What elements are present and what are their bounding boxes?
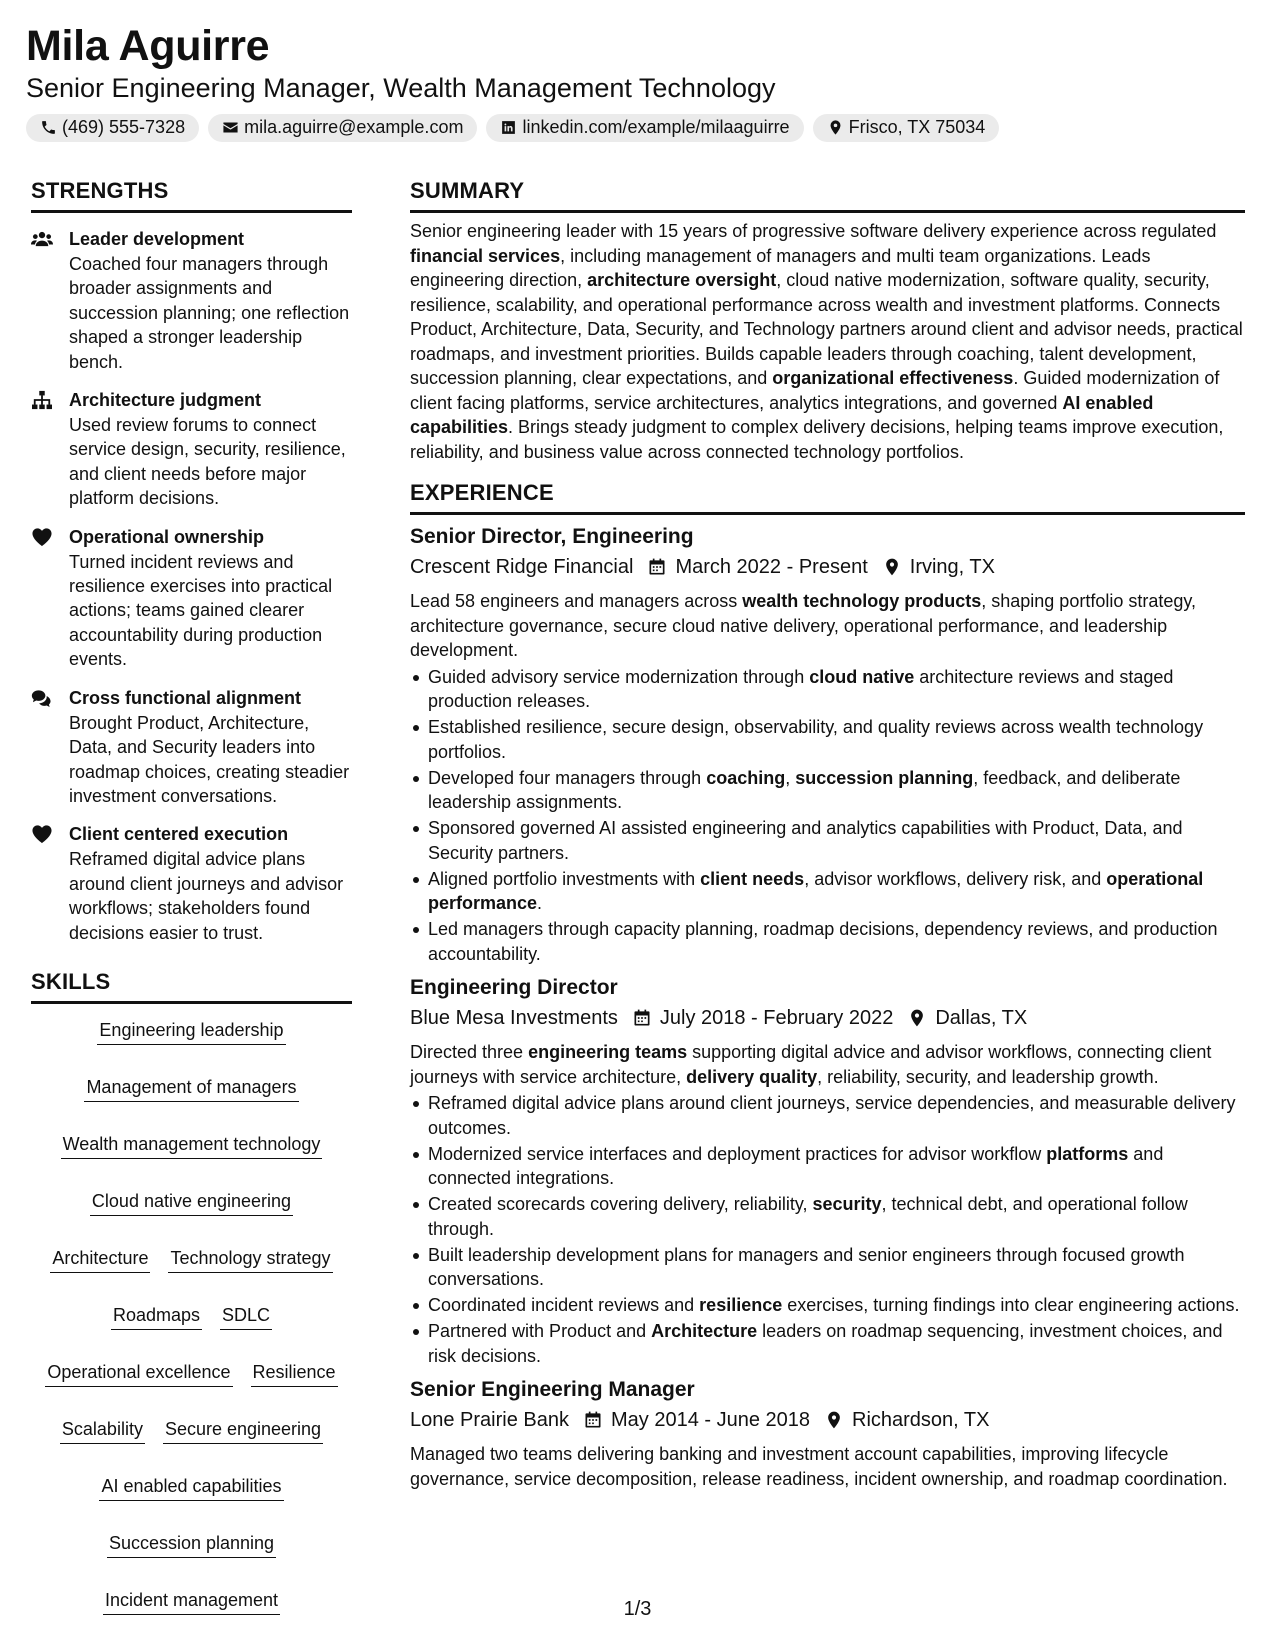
location-text: Frisco, TX 75034 — [848, 117, 986, 138]
skills-list — [31, 1018, 352, 1630]
calendar-icon-wrap — [583, 1410, 603, 1430]
text-run: Lead 58 engineers and managers across — [410, 591, 743, 611]
emphasis-text: operational performance — [428, 868, 1204, 913]
emphasis-text: cloud native — [809, 666, 915, 687]
job-bullets — [410, 1091, 1245, 1368]
text-run: Guided advisory service modernization through — [428, 666, 810, 687]
skill-tag: Cloud native engineering — [90, 1189, 293, 1216]
text-run: . Brings steady judgment to complex delivery decisions, helping teams improve execution, reliability, and business value across connected technology portfolios. — [410, 417, 1224, 462]
summary-heading: SUMMARY — [410, 178, 1245, 213]
emphasis-text: client needs — [700, 868, 805, 889]
bullet-item — [410, 917, 1245, 966]
text-run: Modernized service interfaces and deployment practices for advisor workflow — [428, 1143, 1047, 1164]
skill-tag: Wealth management technology — [61, 1132, 323, 1159]
emphasis-text: succession planning — [795, 767, 974, 788]
bullet-item — [410, 1142, 1245, 1191]
text-run: Aligned portfolio investments with — [428, 868, 701, 889]
skill-tag: Engineering leadership — [97, 1018, 285, 1045]
right-column — [410, 178, 1245, 1491]
skill-tag: Architecture — [50, 1246, 150, 1273]
job-dates: May 2014 - June 2018 — [610, 1409, 811, 1431]
envelope-icon — [222, 119, 239, 136]
skill-tag: Roadmaps — [111, 1303, 202, 1330]
map-pin-icon — [907, 1008, 927, 1028]
phone-text: (469) 555-7328 — [62, 117, 186, 138]
job-bullets — [410, 665, 1245, 967]
skill-tag: SDLC — [220, 1303, 272, 1330]
text-run: . — [537, 893, 543, 913]
job-location: Richardson, TX — [852, 1409, 990, 1431]
phone-icon — [40, 119, 57, 136]
comments-icon — [31, 686, 69, 809]
emphasis-text: Architecture — [651, 1321, 758, 1341]
text-run: , reliability, security, and leadership growth. — [817, 1066, 1159, 1087]
strength-title: Leader development — [69, 229, 245, 249]
job-meta — [410, 553, 1245, 581]
text-run: , technical debt, and operational follow through. — [428, 1194, 1188, 1239]
strength-description: Brought Product, Architecture, Data, and Security leaders into roadmap choices, creating steadier investment conversations. — [69, 712, 350, 806]
contact-bar — [26, 114, 1246, 142]
skill-tag: Resilience — [251, 1360, 338, 1387]
linkedin-icon — [500, 119, 517, 136]
job-entry — [410, 974, 1245, 1368]
bullet-item — [410, 1319, 1245, 1368]
strength-item — [31, 686, 352, 809]
strength-description: Used review forums to connect service design, security, resilience, and client needs before major platform decisions. — [69, 415, 346, 509]
text-run: Managed two teams delivering banking and investment account capabilities, improving lifecycle governance, service decomposition, release readiness, incident ownership, and roadmap coordination. — [410, 1444, 1228, 1489]
calendar-icon — [647, 557, 667, 577]
company-name: Lone Prairie Bank — [410, 1409, 569, 1431]
job-location: Dallas, TX — [935, 1007, 1028, 1029]
resume-header — [26, 22, 1246, 142]
text-run: leaders on roadmap sequencing, investment choices, and risk decisions. — [428, 1321, 1223, 1366]
text-run: Built leadership development plans for managers and senior engineers through focused growth conversations. — [428, 1244, 1185, 1289]
strengths-list — [31, 227, 352, 945]
map-pin-icon — [824, 1410, 844, 1430]
bullet-item — [410, 1293, 1245, 1318]
text-run: , including management of managers and multi team organizations. Leads engineering direction, — [410, 245, 1151, 290]
strength-body — [69, 525, 352, 672]
strength-title: Architecture judgment — [69, 390, 262, 411]
emphasis-text: platforms — [1046, 1143, 1129, 1164]
text-run: , feedback, and deliberate leadership assignments. — [428, 767, 1181, 812]
heart-icon — [31, 525, 69, 672]
email-text: mila.aguirre@example.com — [244, 117, 464, 138]
pin-icon-wrap — [882, 557, 902, 577]
location-chip — [813, 114, 1000, 142]
job-title: Senior Engineering Manager — [410, 1378, 695, 1401]
text-run: , shaping portfolio strategy, architecture governance, secure cloud native delivery, operational performance, and leadership development. — [410, 591, 1197, 660]
bullet-item — [410, 816, 1245, 865]
text-run: , advisor workflows, delivery risk, and — [804, 868, 1107, 889]
text-run: Created scorecards covering delivery, reliability, — [428, 1194, 813, 1214]
bullet-item — [410, 665, 1245, 714]
pin-icon-wrap — [907, 1008, 927, 1028]
company-name: Crescent Ridge Financial — [410, 556, 634, 578]
strength-description: Coached four managers through broader assignments and succession planning; one reflection shaped a stronger leadership bench. — [69, 254, 350, 372]
text-run: Established resilience, secure design, observability, and quality reviews across wealth technology portfolios. — [428, 717, 1204, 762]
linkedin-chip[interactable] — [486, 114, 803, 142]
text-run: architecture reviews and staged production releases. — [428, 666, 1174, 711]
skill-tag: Operational excellence — [45, 1360, 232, 1387]
job-title: Senior Director, Engineering — [410, 525, 694, 548]
skill-tag: AI enabled capabilities — [99, 1474, 283, 1501]
skill-tag: Incident management — [103, 1588, 280, 1615]
experience-list — [410, 523, 1245, 1491]
job-dates: July 2018 - February 2022 — [659, 1007, 894, 1029]
text-run: Developed four managers through — [428, 767, 707, 788]
strength-title: Operational ownership — [69, 526, 265, 547]
strength-item — [31, 227, 352, 374]
calendar-icon-wrap — [647, 557, 667, 577]
text-run: Sponsored governed AI assisted engineering and analytics capabilities with Product, Data, and Security partners. — [428, 818, 1183, 863]
bullet-item — [410, 867, 1245, 916]
text-run: supporting digital advice and advisor workflows, connecting client journeys with service architecture, — [410, 1042, 1212, 1087]
strengths-heading: STRENGTHS — [31, 178, 352, 213]
text-run: Directed three — [410, 1042, 529, 1062]
emphasis-text: security — [812, 1194, 882, 1214]
skill-tag: Secure engineering — [163, 1417, 323, 1444]
map-pin-icon — [827, 119, 844, 136]
email-chip[interactable] — [208, 114, 477, 142]
job-meta — [410, 1004, 1245, 1032]
phone-chip[interactable] — [26, 114, 199, 142]
job-description — [410, 1040, 1245, 1089]
text-run: Coordinated incident reviews and — [428, 1295, 700, 1315]
emphasis-text: delivery quality — [686, 1066, 818, 1087]
text-run: and connected integrations. — [428, 1143, 1164, 1188]
sitemap-icon — [31, 388, 69, 511]
page-number: 1/3 — [623, 1598, 652, 1620]
emphasis-text: financial services — [410, 245, 561, 266]
strength-description: Reframed digital advice plans around client journeys and advisor workflows; stakeholders found decisions easier to trust. — [69, 849, 344, 943]
left-column — [31, 178, 352, 1630]
job-entry — [410, 1376, 1245, 1491]
strength-body — [69, 686, 352, 809]
text-run: . Guided modernization of client facing platforms, service architectures, analytics integrations, and governed — [410, 368, 1220, 413]
users-icon — [31, 227, 69, 374]
text-run: Senior engineering leader with 15 years of progressive software delivery experience across regulated — [410, 221, 1217, 241]
text-run: , cloud native modernization, software quality, security, resilience, scalability, and operational performance across wealth and investment platforms. Connects Product, Architecture, Data, Security, and Technology partners around client and advisor needs, practical roadmaps, and investment priorities. Builds capable leaders through coaching, talent development, succession planning, clear expectations, and — [410, 270, 1243, 388]
job-description — [410, 589, 1245, 663]
emphasis-text: organizational effectiveness — [772, 368, 1014, 388]
job-description — [410, 1442, 1245, 1491]
calendar-icon-wrap — [632, 1008, 652, 1028]
calendar-icon — [583, 1410, 603, 1430]
candidate-title: Senior Engineering Manager, Wealth Management Technology — [26, 73, 776, 104]
calendar-icon — [632, 1008, 652, 1028]
text-run: , — [785, 767, 796, 788]
strength-body — [69, 822, 352, 945]
bullet-item — [410, 1243, 1245, 1292]
strength-item — [31, 822, 352, 945]
bullet-item — [410, 1192, 1245, 1241]
emphasis-text: AI enabled capabilities — [410, 392, 1154, 437]
bullet-item — [410, 715, 1245, 764]
linkedin-text: linkedin.com/example/milaaguirre — [522, 117, 790, 138]
job-meta — [410, 1406, 1245, 1434]
strength-description: Turned incident reviews and resilience exercises into practical actions; teams gained clearer accountability during production events. — [69, 551, 333, 670]
strength-title: Client centered execution — [69, 824, 289, 845]
job-title: Engineering Director — [410, 976, 618, 999]
heart-icon — [31, 822, 69, 945]
job-dates: March 2022 - Present — [675, 556, 868, 578]
strength-body — [69, 227, 352, 374]
experience-heading: EXPERIENCE — [410, 480, 1245, 515]
bullet-item — [410, 1091, 1245, 1140]
emphasis-text: resilience — [699, 1295, 783, 1315]
strength-title: Cross functional alignment — [69, 687, 302, 708]
text-run: exercises, turning findings into clear engineering actions. — [782, 1295, 1240, 1315]
text-run: Reframed digital advice plans around client journeys, service dependencies, and measurable delivery outcomes. — [428, 1093, 1236, 1138]
skill-tag: Scalability — [60, 1417, 145, 1444]
emphasis-text: engineering teams — [528, 1042, 688, 1062]
emphasis-text: coaching — [706, 767, 786, 788]
text-run: Partnered with Product and — [428, 1321, 652, 1341]
emphasis-text: wealth technology products — [742, 591, 982, 611]
strength-item — [31, 525, 352, 672]
summary-text — [410, 219, 1245, 464]
skills-heading: SKILLS — [31, 969, 352, 1004]
skill-tag: Management of managers — [84, 1075, 298, 1102]
job-location: Irving, TX — [909, 556, 995, 578]
strength-body — [69, 388, 352, 511]
map-pin-icon — [882, 557, 902, 577]
text-run: Led managers through capacity planning, roadmap decisions, dependency reviews, and production accountability. — [428, 919, 1218, 964]
job-entry — [410, 523, 1245, 966]
skill-tag: Succession planning — [107, 1531, 276, 1558]
emphasis-text: architecture oversight — [587, 270, 777, 290]
company-name: Blue Mesa Investments — [410, 1007, 618, 1029]
bullet-item — [410, 766, 1245, 815]
pin-icon-wrap — [824, 1410, 844, 1430]
candidate-name: Mila Aguirre — [26, 22, 270, 70]
skill-tag: Technology strategy — [168, 1246, 332, 1273]
strength-item — [31, 388, 352, 511]
